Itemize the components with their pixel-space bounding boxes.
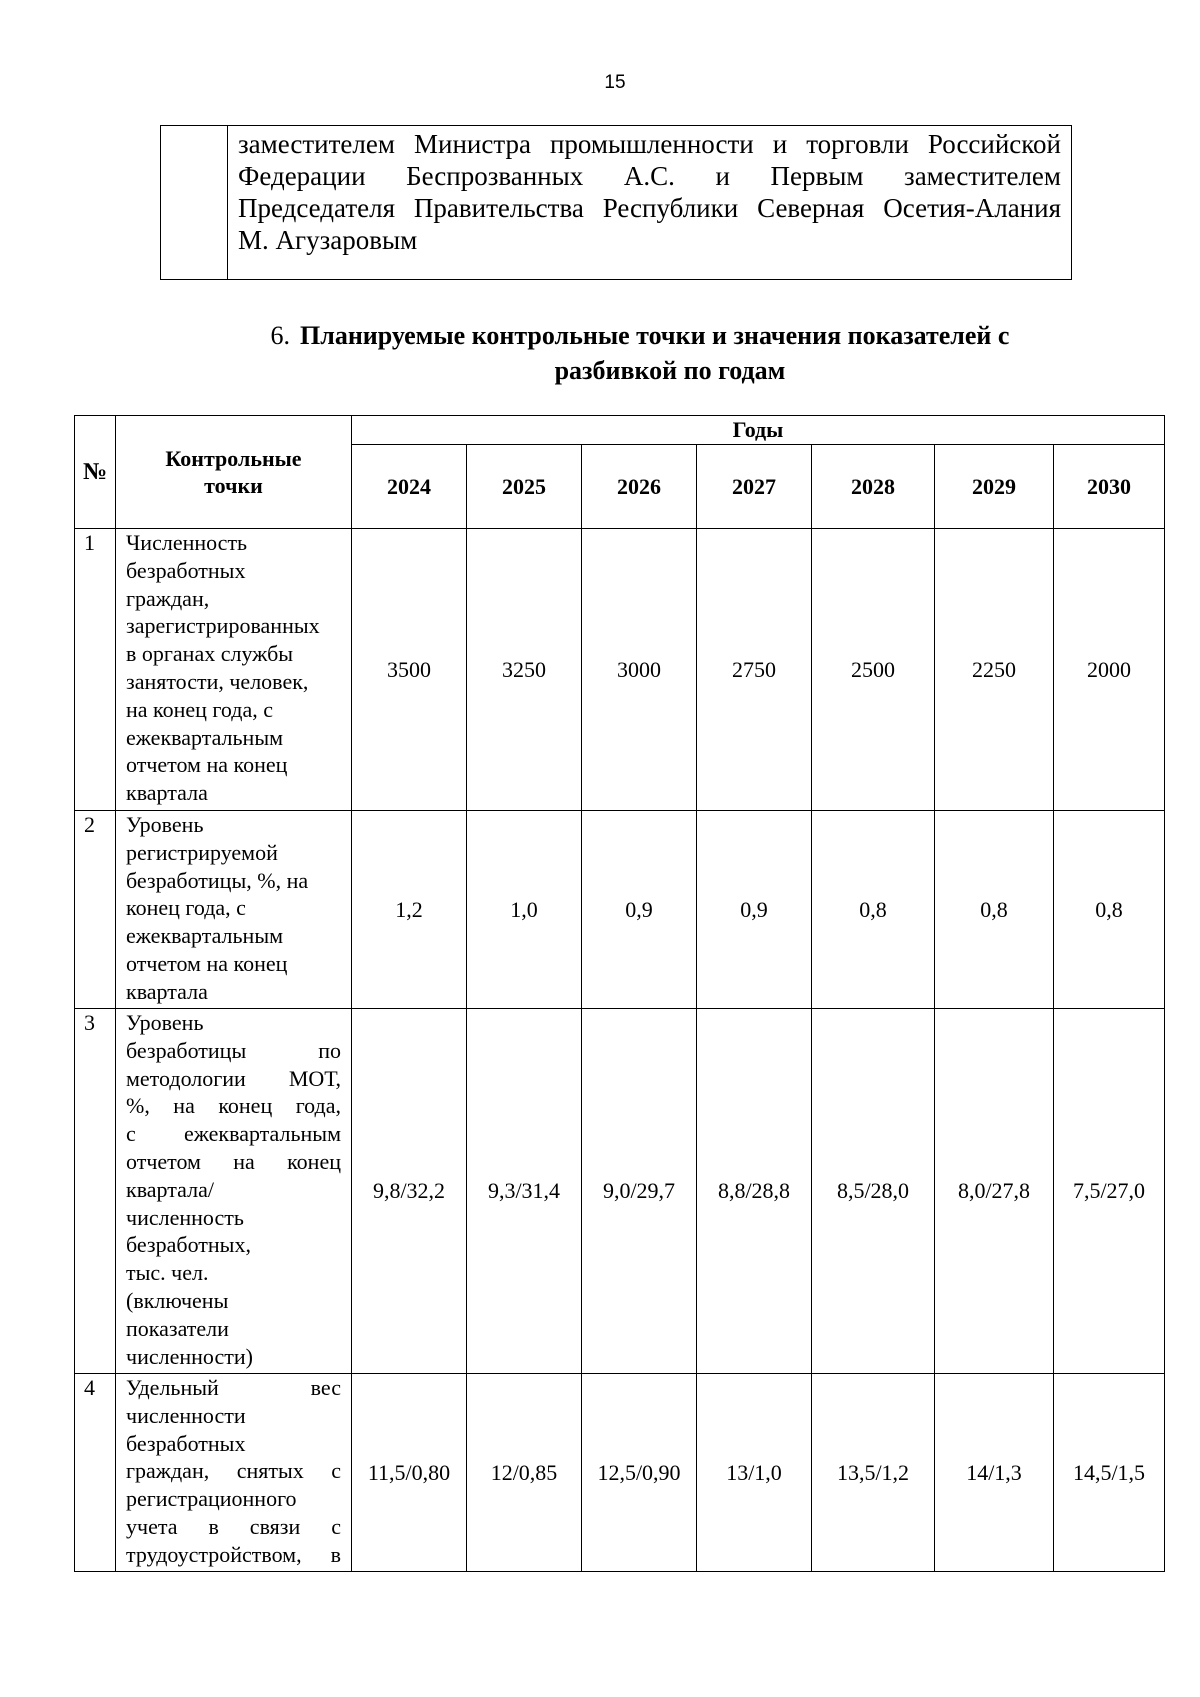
year-header: 2026 — [582, 445, 697, 529]
value-cell: 2000 — [1054, 529, 1165, 811]
desc-line: с ежеквартальным — [126, 1121, 341, 1147]
desc-line: методологии МОТ, — [126, 1065, 341, 1091]
desc-line: граждан, снятых с — [126, 1458, 341, 1484]
desc-line: регистрационного — [126, 1486, 297, 1512]
value-cell: 3500 — [352, 529, 467, 811]
value-cell: 14/1,3 — [935, 1374, 1054, 1572]
value-cell: 3000 — [582, 529, 697, 811]
column-header-control-points — [116, 416, 352, 529]
continuation-line: Председателя Правительства Республики Северная Осетия-Алания — [238, 193, 1061, 223]
desc-line: ежеквартальным — [126, 724, 284, 750]
desc-line: тыс. чел. — [126, 1260, 209, 1286]
desc-line: отчетом на конец — [126, 1148, 341, 1174]
year-header: 2030 — [1054, 445, 1165, 529]
desc-line: граждан, — [126, 585, 210, 611]
column-header-years: Годы — [352, 416, 1165, 445]
desc-line: Уровень — [126, 812, 204, 837]
desc-line: квартала — [126, 978, 208, 1004]
desc-line: на конец года, с — [126, 696, 273, 722]
value-cell: 11,5/0,80 — [352, 1374, 467, 1572]
year-header: 2025 — [467, 445, 582, 529]
desc-line: Уровень — [126, 1010, 204, 1035]
desc-line: численности) — [126, 1343, 253, 1369]
desc-line: численность — [126, 1204, 244, 1230]
desc-line: конец года, с — [126, 895, 246, 921]
row-description — [116, 811, 352, 1009]
row-description — [116, 1009, 352, 1374]
section-heading — [200, 318, 1080, 388]
value-cell: 2250 — [935, 529, 1054, 811]
value-cell: 9,0/29,7 — [582, 1009, 697, 1374]
continuation-text-cell — [228, 126, 1072, 280]
table-row — [75, 529, 1165, 811]
value-cell: 12,5/0,90 — [582, 1374, 697, 1572]
desc-line: отчетом на конец — [126, 950, 288, 976]
value-cell: 14,5/1,5 — [1054, 1374, 1165, 1572]
value-cell: 0,9 — [582, 811, 697, 1009]
continuation-line: М. Агузаровым — [238, 225, 418, 255]
desc-line: квартала — [126, 780, 208, 806]
continuation-table — [160, 125, 1072, 280]
value-cell: 0,8 — [935, 811, 1054, 1009]
year-header: 2028 — [812, 445, 935, 529]
value-cell: 8,5/28,0 — [812, 1009, 935, 1374]
value-cell: 7,5/27,0 — [1054, 1009, 1165, 1374]
desc-line: показатели — [126, 1315, 229, 1341]
year-header: 2029 — [935, 445, 1054, 529]
value-cell: 8,8/28,8 — [697, 1009, 812, 1374]
value-cell: 13,5/1,2 — [812, 1374, 935, 1572]
year-header: 2024 — [352, 445, 467, 529]
continuation-empty-cell — [161, 126, 228, 280]
row-description — [116, 529, 352, 811]
table-row — [75, 1374, 1165, 1572]
section-number: 6. — [270, 321, 291, 350]
row-number: 1 — [75, 529, 116, 811]
desc-line: в органах службы — [126, 641, 294, 667]
control-points-table — [74, 415, 1165, 1572]
year-header: 2027 — [697, 445, 812, 529]
desc-line: безработицы по — [126, 1037, 341, 1063]
desc-line: безработных — [126, 1430, 246, 1456]
desc-line: ежеквартальным — [126, 923, 284, 949]
column-header-control-points-text: Контрольные точки — [165, 446, 302, 498]
desc-line: учета в связи с — [126, 1513, 341, 1539]
page-number: 15 — [604, 72, 626, 93]
desc-line: занятости, человек, — [126, 668, 309, 694]
desc-line: численности — [126, 1402, 246, 1428]
desc-line: безработных — [126, 557, 246, 583]
desc-line: зарегистрированных — [126, 613, 320, 639]
column-header-number: № — [75, 416, 116, 529]
desc-line: отчетом на конец — [126, 752, 288, 778]
value-cell: 12/0,85 — [467, 1374, 582, 1572]
desc-line: (включены — [126, 1287, 229, 1313]
section-title-line2: разбивкой по годам — [554, 356, 786, 385]
desc-line: регистрируемой — [126, 839, 278, 865]
table-row — [75, 1009, 1165, 1374]
value-cell: 9,3/31,4 — [467, 1009, 582, 1374]
desc-line: квартала/ — [126, 1176, 214, 1202]
row-number: 2 — [75, 811, 116, 1009]
section-title-line1: Планируемые контрольные точки и значения показателей с — [300, 321, 1010, 350]
value-cell: 2750 — [697, 529, 812, 811]
desc-line: безработицы, %, на — [126, 867, 309, 893]
desc-line: безработных, — [126, 1232, 251, 1258]
row-description — [116, 1374, 352, 1572]
value-cell: 2500 — [812, 529, 935, 811]
desc-line: %, на конец года, — [126, 1093, 341, 1119]
value-cell: 3250 — [467, 529, 582, 811]
value-cell: 13/1,0 — [697, 1374, 812, 1572]
desc-line: Численность — [126, 530, 248, 555]
continuation-line: заместителем Министра промышленности и торговли Российской — [238, 129, 1061, 159]
row-number: 4 — [75, 1374, 116, 1572]
continuation-line: Федерации Беспрозванных А.С. и Первым заместителем — [238, 161, 1061, 191]
desc-line: Удельный вес — [126, 1375, 341, 1400]
value-cell: 0,9 — [697, 811, 812, 1009]
table-row — [75, 811, 1165, 1009]
desc-line: трудоустройством, в — [126, 1541, 341, 1567]
value-cell: 8,0/27,8 — [935, 1009, 1054, 1374]
row-number: 3 — [75, 1009, 116, 1374]
value-cell: 0,8 — [812, 811, 935, 1009]
value-cell: 0,8 — [1054, 811, 1165, 1009]
value-cell: 9,8/32,2 — [352, 1009, 467, 1374]
value-cell: 1,0 — [467, 811, 582, 1009]
value-cell: 1,2 — [352, 811, 467, 1009]
